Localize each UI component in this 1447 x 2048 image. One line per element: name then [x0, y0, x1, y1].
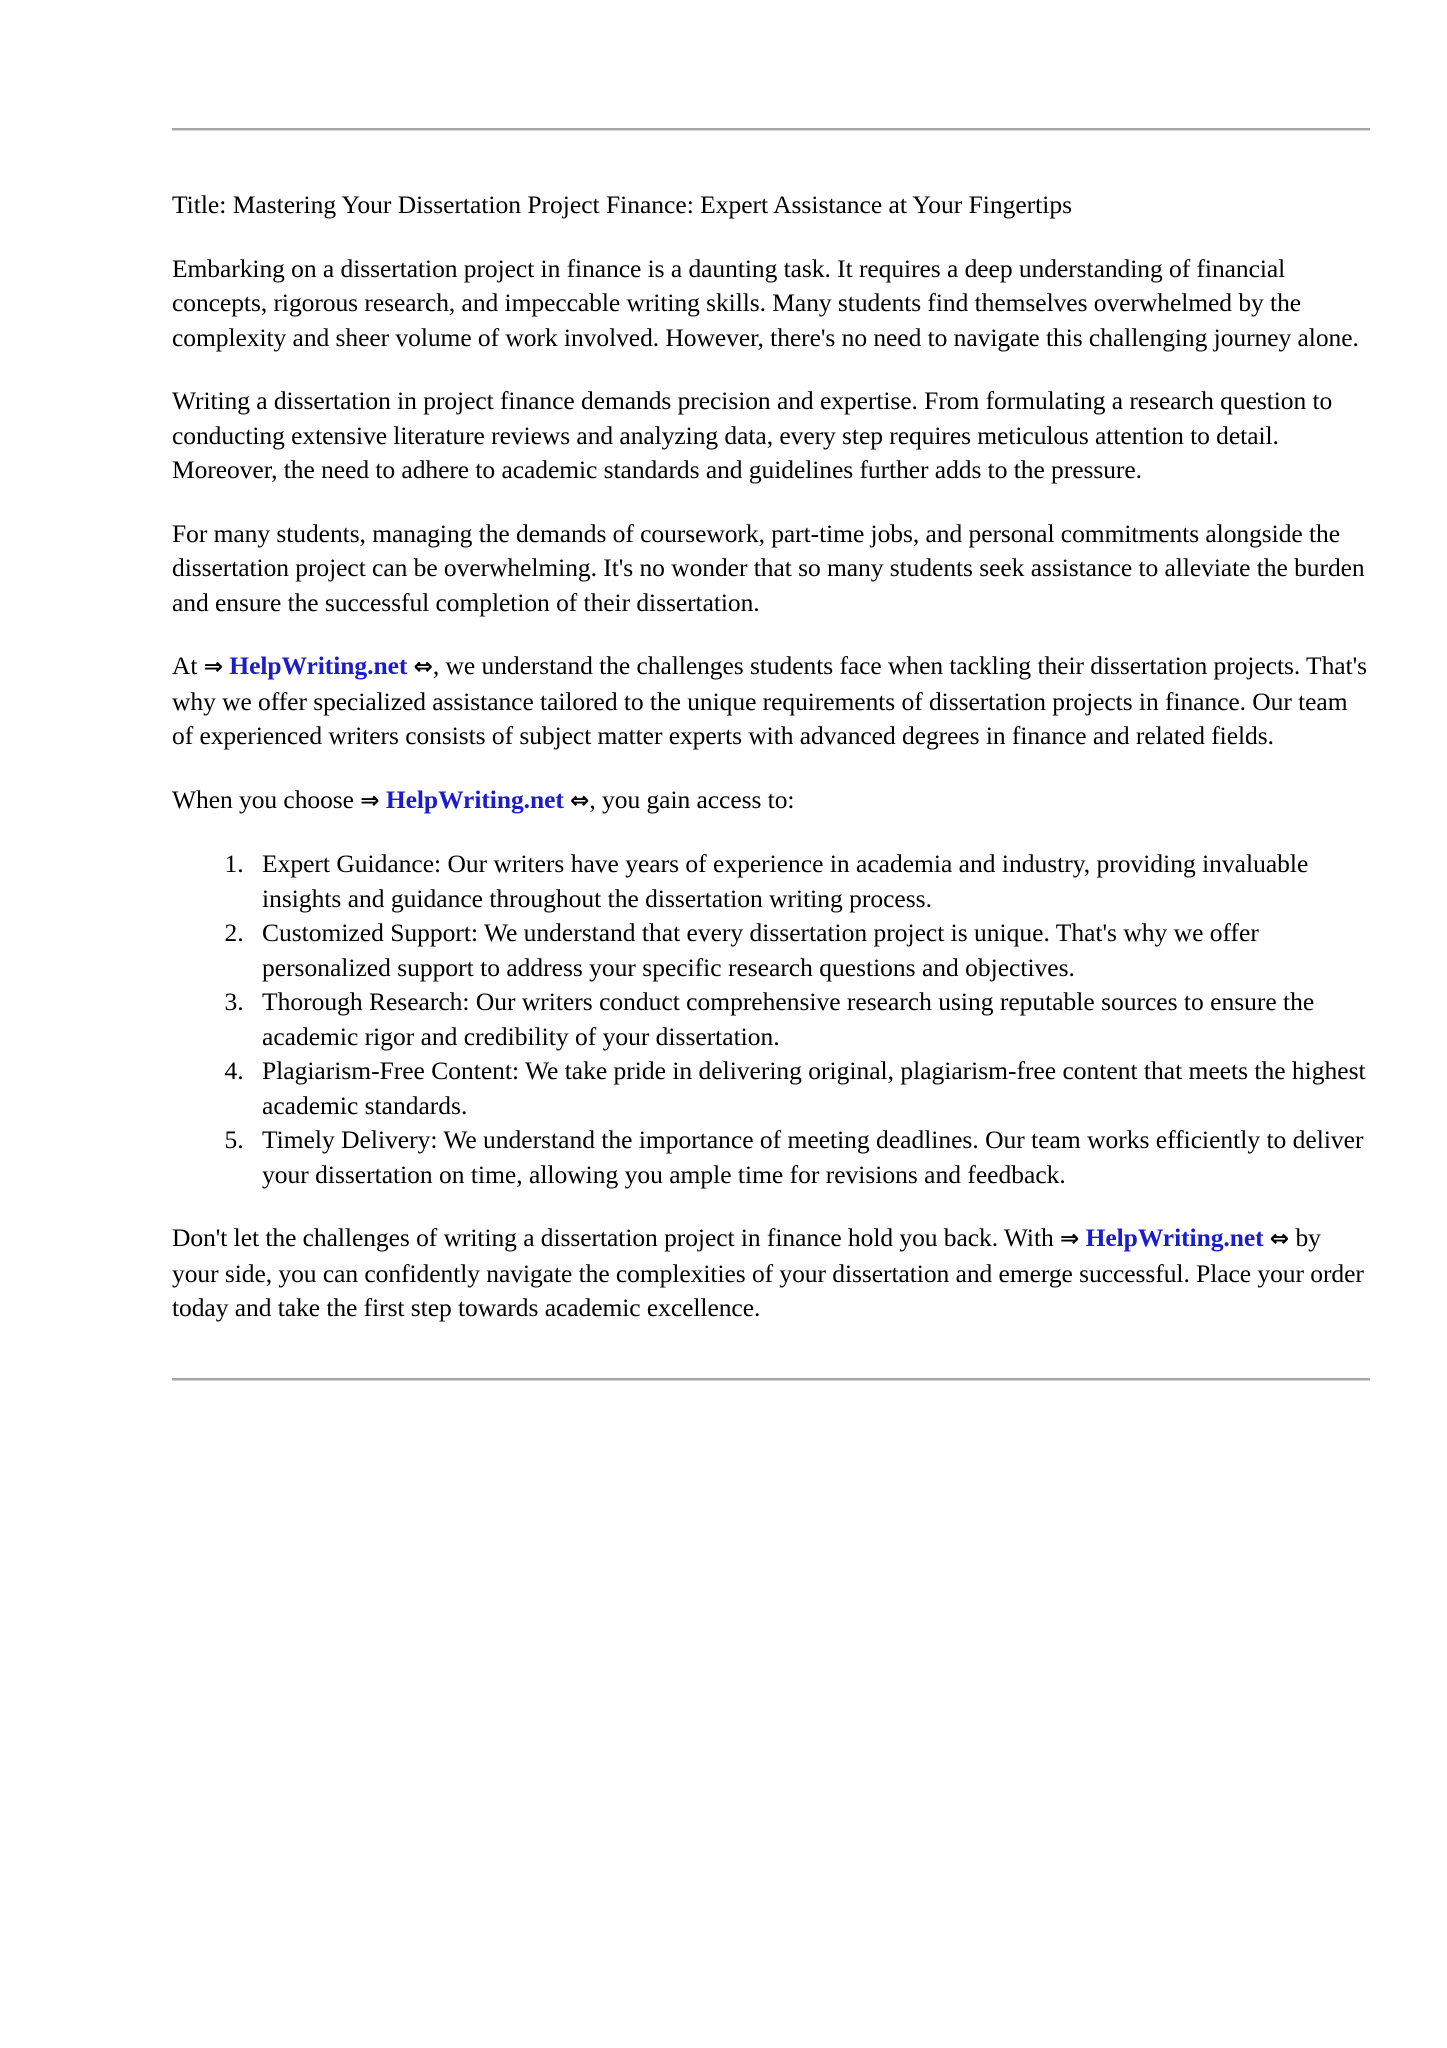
choose-prefix-text: When you choose	[172, 784, 361, 814]
paragraph-demands: For many students, managing the demands of coursework, part-time jobs, and personal commitments alongside the dissertation project can be overwhelming. It's no wonder that so many students seek assistance to alleviate the burden and ensure the successful completion of their dissertation.	[172, 518, 1365, 617]
paragraph-closing	[172, 1221, 1370, 1326]
list-item: 3. Thorough Research: Our writers conduct comprehensive research using reputable sources to ensure the academic rigor and credibility of your dissertation.	[250, 985, 1370, 1054]
bottom-horizontal-rule	[172, 1378, 1370, 1381]
at-prefix-text: At	[172, 651, 204, 680]
paragraph-at-helpwriting	[172, 649, 1370, 754]
list-item: 1. Expert Guidance: Our writers have years of experience in academia and industry, providing invaluable insights and guidance throughout the dissertation writing process.	[250, 847, 1370, 916]
list-item: 2. Customized Support: We understand that every dissertation project is unique. That's why we offer personalized support to address your specific research questions and objectives.	[250, 916, 1370, 985]
helpwriting-link[interactable]: HelpWriting.net	[229, 651, 408, 680]
helpwriting-link-group-1[interactable]	[204, 651, 433, 680]
double-right-arrow-icon: ⇒	[360, 787, 380, 814]
left-right-arrow-icon: ⇔	[1269, 1226, 1290, 1252]
list-item: 5. Timely Delivery: We understand the importance of meeting deadlines. Our team works efficiently to deliver your dissertation on time, allowing you ample time for revisions and feedback.	[250, 1123, 1370, 1192]
helpwriting-link[interactable]: HelpWriting.net	[385, 784, 564, 814]
helpwriting-link-group-3[interactable]	[1060, 1223, 1289, 1252]
helpwriting-link[interactable]: HelpWriting.net	[1085, 1223, 1264, 1252]
paragraph-precision: Writing a dissertation in project finance demands precision and expertise. From formulating a research question to conducting extensive literature reviews and analyzing data, every step requires meticulous attention to detail. Moreover, the need to adhere to academic standards and guidelines further adds to the pressure.	[172, 386, 1333, 484]
helpwriting-link-group-2[interactable]	[360, 785, 589, 814]
closing-suffix-text: by your side, you can confidently navigate the complexities of your dissertation and emerge successful. Place your order today and take the first step towards academic excellence.	[172, 1223, 1364, 1322]
top-horizontal-rule	[172, 128, 1370, 131]
benefits-list	[172, 847, 1370, 1192]
list-item: 4. Plagiarism-Free Content: We take pride in delivering original, plagiarism-free content that meets the highest academic standards.	[250, 1054, 1370, 1123]
choose-suffix-text: , you gain access to:	[589, 784, 795, 814]
left-right-arrow-icon: ⇔	[570, 787, 590, 814]
closing-prefix-text: Don't let the challenges of writing a dissertation project in finance hold you back. With	[172, 1223, 1061, 1252]
left-right-arrow-icon: ⇔	[413, 654, 433, 680]
document-body	[172, 128, 1370, 1381]
paragraph-when-you-choose	[172, 783, 1370, 819]
double-right-arrow-icon: ⇒	[203, 654, 223, 680]
page-title: Title: Mastering Your Dissertation Project Finance: Expert Assistance at Your Fingertips	[172, 190, 1073, 219]
at-suffix-text: , we understand the challenges students face when tackling their dissertation projects. That's why we offer specialized assistance tailored to the unique requirements of dissertation projects in finance. Our team of experienced writers consists of subject matter experts with advanced degrees in finance and related fields.	[172, 651, 1368, 750]
double-right-arrow-icon: ⇒	[1060, 1226, 1080, 1252]
paragraph-intro: Embarking on a dissertation project in finance is a daunting task. It requires a deep understanding of financial concepts, rigorous research, and impeccable writing skills. Many students find themselves overwhelmed by the complexity and sheer volume of work involved. However, there's no need to navigate this challenging journey alone.	[172, 253, 1359, 352]
